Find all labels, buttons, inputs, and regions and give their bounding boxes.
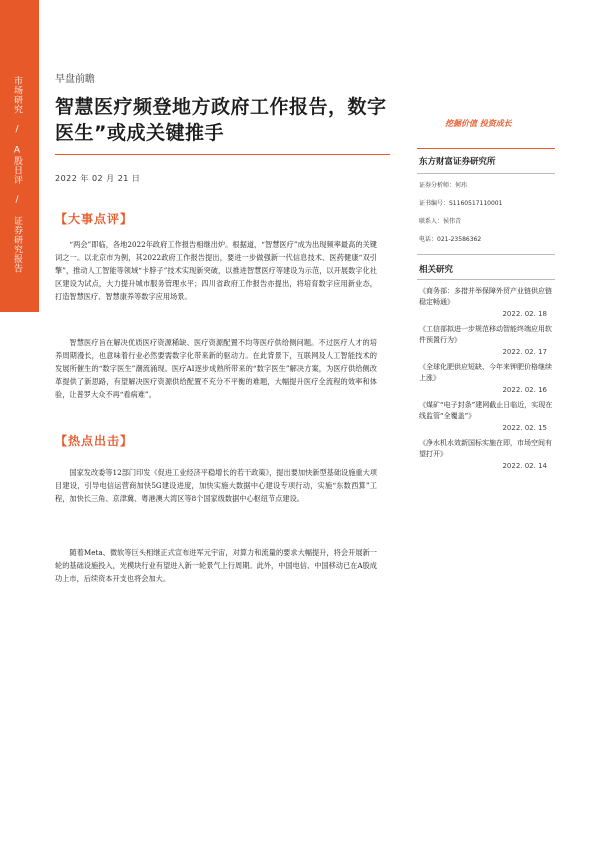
title-divider [55, 154, 390, 155]
body-paragraph: 智慧医疗旨在解决优质医疗资源稀缺、医疗资源配置不均等医疗供给侧问题。不过医疗人才的培养周期漫长，也意味着行业必然要需数字化带来新的驱动力。在此背景下，互联网及人工智能技术的发展所催生的“数字医生”潮流涌现。医疗AI逐步成熟所带来的“数字医生”解决方案，为医疗供给侧改革提供了新思路，有望解决医疗资源供给配置不充分不平衡的难题，大幅提升医疗全流程的效率和体验，让普罗大众不再“看病难”。 [55, 338, 377, 399]
page-title: 智慧医疗频登地方政府工作报告，数字医生”或成关键推手 [55, 96, 387, 144]
related-title-divider [417, 279, 555, 280]
contact-phone: 电话：021-23586362 [419, 236, 482, 243]
related-report-date: 2022. 02. 17 [502, 348, 547, 356]
related-report-title[interactable]: 《商务部：多措并举保障外贸产业链供应链稳定畅通》 [419, 287, 552, 306]
section-heading-hot-topics: 【热点出击】 [55, 434, 134, 448]
report-date: 2022 年 02 月 21 日 [55, 174, 141, 183]
sidebar-label: 市场研究 / A股日评 / 证券研究报告 [12, 76, 22, 273]
institution-name: 东方财富证券研究所 [419, 157, 496, 167]
related-report-date: 2022. 02. 15 [502, 424, 547, 432]
related-report-date: 2022. 02. 16 [502, 386, 547, 394]
body-paragraph: “两会”即临，各地2022年政府工作报告相继出炉。根据道，“智慧医疗”成为出现频率最高的关键词之一。以北京市为例，其2022政府工作报告提出，要进一步做强新一代信息技术、医药健康“双引擎”，推动人工智能等领域“卡脖子”技术实现新突破，以推进智慧医疗等建设为示范，以开展数字化社区建设为试点，大力提升城市服务管理水平；四川省政府工作报告亦提出，将培育数字应用新业态，打造智慧医疗、智慧康养等数字应用场景。 [55, 240, 377, 301]
report-category: 早盘前瞻 [55, 74, 95, 85]
sidebar-band [0, 0, 39, 842]
related-report-title[interactable]: 《净水机水效新国标实施在即，市场空间有望打开》 [419, 439, 552, 458]
institution-divider [417, 173, 555, 174]
related-report-title[interactable]: 《煤矿“电子封条”建网截止日临近，实现在线监管“全覆盖”》 [419, 401, 553, 420]
analyst-name: 证券分析师：何玮 [419, 182, 468, 189]
related-research-title: 相关研究 [419, 265, 454, 275]
body-paragraph: 国家发改委等12部门印发《促进工业经济平稳增长的若干政策》，提出要加快新型基础设施重大项目建设，引导电信运营商加快5G建设进度，加快实施大数据中心建设专项行动，实施“东数西算”工程，加快长三角、京津冀、粤港澳大湾区等8个国家级数据中心枢纽节点建设。 [55, 468, 377, 503]
slogan: 挖掘价值 投资成长 [445, 119, 512, 128]
related-report-date: 2022. 02. 14 [502, 462, 547, 470]
related-report-title[interactable]: 《工信部拟进一步规范移动智能终端应用软件预置行为》 [419, 325, 552, 344]
body-paragraph: 随着Meta、微软等巨头相继正式宣布进军元宇宙，对算力和流量的要求大幅提升，将会开展新一轮的基础设施投入，光模块行业有望进入新一轮景气上行周期。此外，中国电信、中国移动已在A股成功上市，后续资本开支也将会加大。 [55, 548, 377, 583]
certificate-number: 证书编号：S1160517110001 [419, 200, 503, 207]
related-report-title[interactable]: 《全球化肥供应短缺、今年来钾肥价格继续上涨》 [419, 363, 552, 382]
contact-person: 联系人：侯伟青 [419, 218, 462, 225]
related-report-date: 2022. 02. 18 [502, 310, 547, 318]
section-heading-major-events: 【大事点评】 [55, 212, 134, 226]
right-column [417, 148, 555, 470]
